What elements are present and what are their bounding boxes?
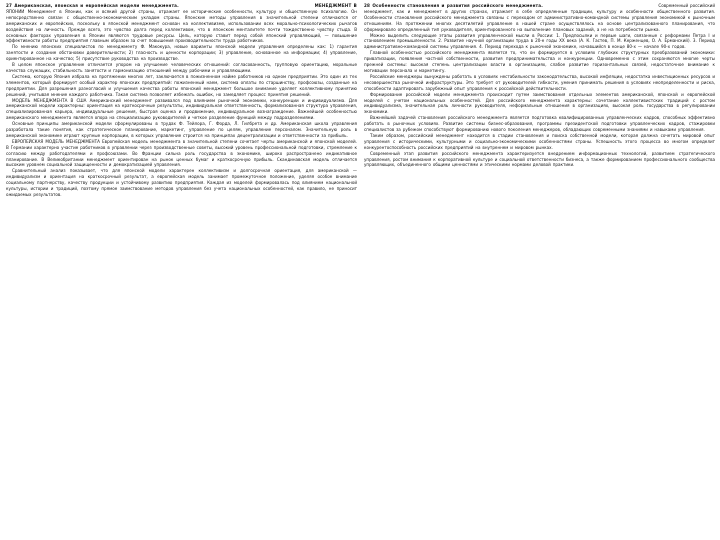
body-paragraph: ЕВРОПЕЙСКАЯ МОДЕЛЬ МЕНЕДЖМЕНТА Европейская модель менеджмента в значительной степени сочетает черты американской и японской моделей. В Германии характерно участие работников в управлении через производственные советы, высокий уровень профессиональной подготовки, стремление к согласию между работодателями и профсоюзами. Во Франции сильна роль государства в экономике, широко распространено индикативное планирование. В Великобритании менеджмент ориентирован на рынок ценных бумаг и краткосрочную прибыль. Скандинавская модель отличается высоким уровнем социальной защищенности и демократизацией управления. <box>6 138 357 168</box>
question-27-title: 27 Американская, японская и европейская модели менеджмента. <box>6 3 179 8</box>
body-paragraph: В целом японское управление отличается упором на улучшение человеческих отношений: согласованность, групповую ориентацию, моральные качества служащих, стабильность занятости и гармонизацию отношений между рабочими и управляющими. <box>6 62 357 73</box>
body-paragraph: менеджмент, как и менеджмент в других странах, отражает в себе определенные традиции, культуру и особенности общественного развития. Особенности становления российского менеджмента связаны с переходом от административно-командной системы управления экономикой к рыночным отношениям. На протяжении многих десятилетий управление в нашей стране осуществлялось на основе централизованного планирования, что сформировало определенный тип руководителя, ориентированного на выполнение плановых заданий, а не на потребности рынка. <box>364 8 715 32</box>
body-paragraph: По мнению японских специалистов по менеджменту Ф. Макокура, новые варианты японской модели управления определены как: 1) гарантия занятости и создание обстановки доверительности; 2) гласность и ценности корпорации; 3) управление, основанное на информации; 4) управление, ориентированное на качество; 5) присутствие руководства на производстве. <box>6 44 357 62</box>
body-paragraph: Современный этап развития российского менеджмента характеризуется внедрением информационных технологий, развитием стратегического управления, ростом внимания к корпоративной культуре и социальной ответственности бизнеса, а также формированием профессионального сообщества управляющих, объединенного общими ценностями и этическими нормами деловой практики. <box>364 150 715 168</box>
question-28-title: 28 Особенности становления и развития российского менеджмента. <box>364 3 543 8</box>
body-paragraph: Таким образом, российский менеджмент находится в стадии становления и поиска собственной модели, которая должна сочетать мировой опыт управления с историческими, культурными и социально-экономическими особенностями страны. Успешность этого процесса во многом определит конкурентоспособность российских предприятий на внутреннем и мировом рынках. <box>364 132 715 150</box>
section-heading-japan: МЕНЕДЖМЕНТ В <box>314 3 357 8</box>
body-paragraph: Сравнительный анализ показывает, что для японской модели характерен коллективизм и долгосрочная ориентация, для американской — индивидуализм и ориентация на краткосрочный результат, а европейская модель занимает промежуточное положение, уделяя особое внимание социальному партнерству, качеству продукции и устойчивому развитию предприятия. Каждая из моделей формировалась под влиянием национальной культуры, истории и традиций, поэтому прямое заимствование методов управления без учета национальных особенностей, как правило, не приносит ожидаемых результатов. <box>6 168 357 197</box>
body-paragraph: Основные принципы американской модели сформулированы в трудах Ф. Тейлора, Г. Форда, Л. Гилбрета и др. Американская школа управления разработала такие понятия, как стратегическое планирование, маркетинг, управление по целям, управление персоналом. Значительную роль в американской экономике играют крупные корпорации, в которых управление строится на принципах децентрализации и ответственности за прибыль. <box>6 121 357 138</box>
body-paragraph: МОДЕЛЬ МЕНЕДЖМЕНТА В США Американский менеджмент развивался под влиянием рыночной экономики, конкуренции и индивидуализма. Для американской модели характерны: ориентация на краткосрочные результаты, индивидуальная ответственность, формализованная структура управления, специализированная карьера, индивидуальные решения, быстрая оценка и продвижение, индивидуальное вознаграждение. Важнейшей особенностью американского менеджмента является опора на специализацию руководителей и четкое разделение функций между подразделениями. <box>6 97 357 121</box>
body-paragraph: Российские менеджеры вынуждены работать в условиях нестабильности законодательства, высокой инфляции, недостатка инвестиционных ресурсов и несовершенства рыночной инфраструктуры. Это требует от руководителей гибкости, умения принимать решения в условиях неопределенности и риска, способности адаптировать зарубежный опыт управления к российской действительности. <box>364 73 715 91</box>
body-paragraph: Формирование российской модели менеджмента происходит путем заимствования отдельных элементов американской, японской и европейской моделей с учетом национальных особенностей. Для российского менеджмента характерны: сочетание коллективистских традиций с ростом индивидуализма, значительная роль личности руководителя, неформальные отношения в организациях, высокая роль государства в регулировании экономики. <box>364 91 715 115</box>
body-paragraph: Главной особенностью российского менеджмента является то, что он формируется в условиях глубоких структурных преобразований экономики: приватизации, появления частной собственности, развития предпринимательства и конкуренции. Одновременно с этим сохраняются многие черты прежней системы: высокая степень централизации власти в организациях, слабое развитие горизонтальных связей, недостаточное внимание к мотивации персонала и маркетингу. <box>364 50 715 73</box>
section-lead-russia: Современный российский <box>658 3 715 8</box>
body-paragraph: ЯПОНИИ Менеджмент в Японии, как и всякий другой страны, отражает ее исторические особенности, культуру и общественную психологию. Он непосредственно связан с общественно-экономическим укладом страны. Японские методы управления в значительной степени отличаются от американских и европейских, поскольку в японской менеджмент основан на коллективизме, использовании всех морально-психологических рычагов воздействия на личность. Прежде всего, это чувство долга перед коллективом, что в японском менталитете почти тождественно чувству стыда. В основных факторах управления в Японии являются трудовые ресурсы. Цель, которую ставит перед собой японский управляющий, — повышение эффективности работы предприятия главным образом за счет повышения производительности труда работников. <box>6 8 357 44</box>
body-paragraph: Система, которую Япония избрала на протяжении многих лет, заключается в пожизненном найме работников на одном предприятии. Это один из тех элементов, который формирует особый характер японских предприятий: пожизненный наем, система оплаты по старшинству, профсоюзы, созданные на предприятии. Для разрешения разногласий и улучшения качества работы японский менеджмент большое внимание уделяет коллективному принятию решений, учитывая мнение каждого работника. Такая система позволяет избежать ошибок, но замедляет процесс принятия решений. <box>6 73 357 97</box>
left-column <box>6 3 357 533</box>
body-paragraph: Важнейшей задачей становления российского менеджмента является подготовка квалифицированных управленческих кадров, способных эффективно работать в рыночных условиях. Развитие системы бизнес-образования, программы президентской подготовки управленческих кадров, стажировки специалистов за рубежом способствуют формированию нового поколения менеджеров, обладающих современными знаниями и навыками управления. <box>364 115 715 133</box>
body-paragraph: Можно выделить следующие этапы развития управленческой мысли в России: 1. Предпосылки и первые шаги, связанные с реформами Петра I и становлением промышленности. 2. Развитие научной организации труда в 20-е годы XX века (А. К. Гастев, П. М. Керженцев, О. А. Ерманский). 3. Период административно-командной системы управления. 4. Период перехода к рыночной экономике, начавшийся в конце 80-х — начале 90-х годов. <box>364 32 715 50</box>
right-column <box>364 3 715 533</box>
